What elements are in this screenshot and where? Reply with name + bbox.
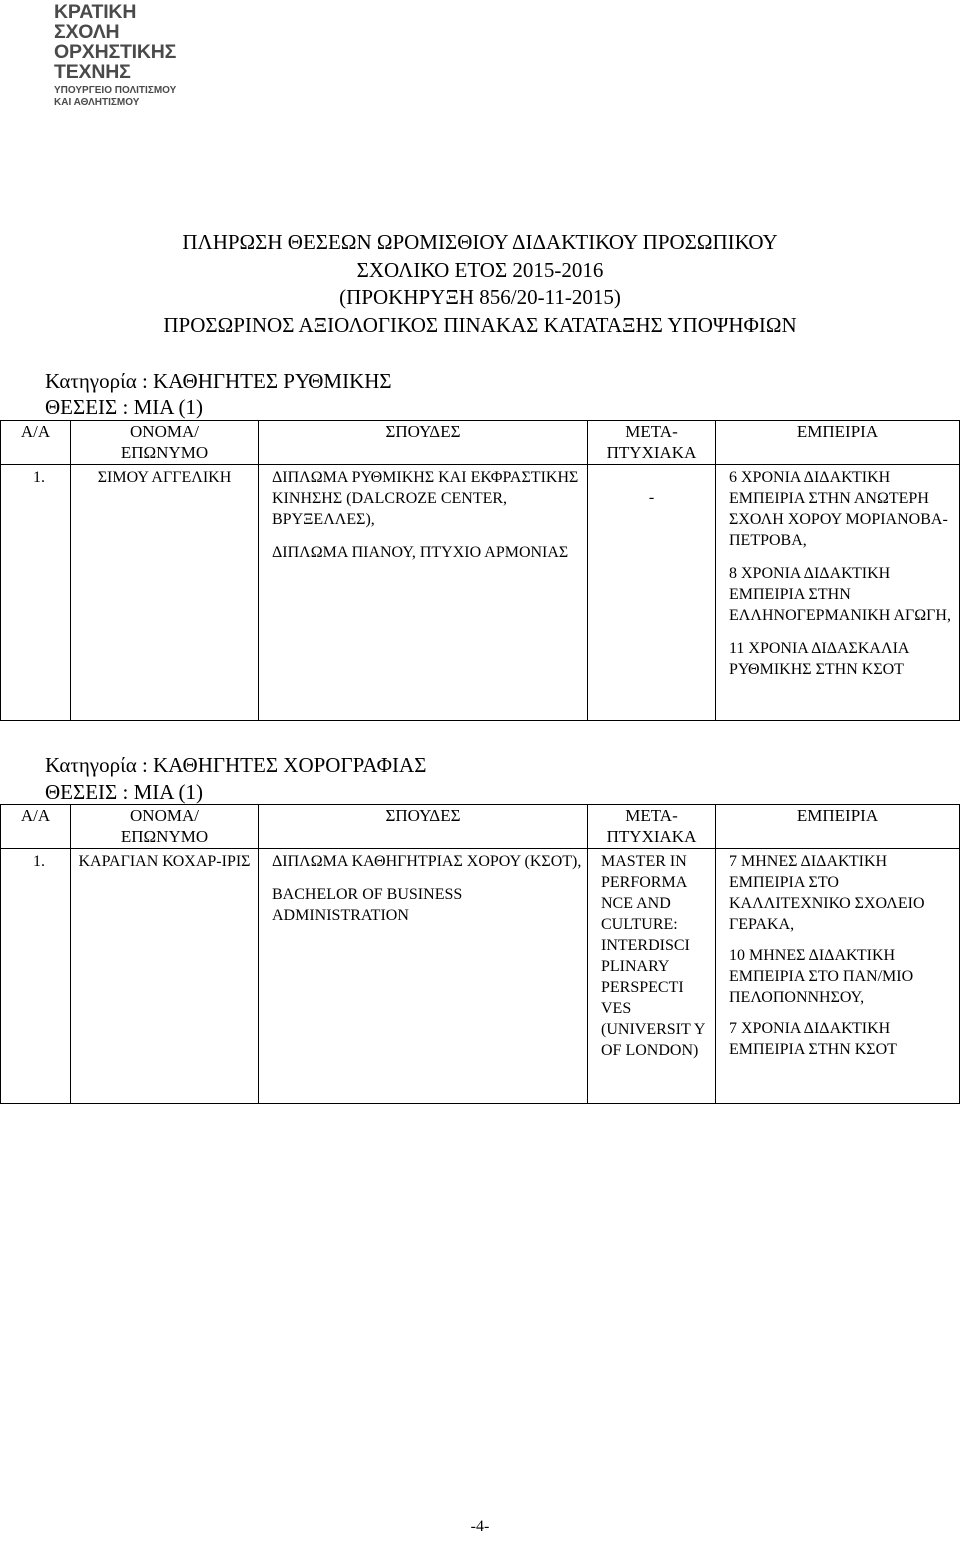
table-header-row: [1, 421, 960, 465]
header-postgrad: ΜΕΤΑ- ΠΤΥΧΙΑΚΑ: [588, 805, 716, 849]
logo-line: ΟΡΧΗΣΤΙΚΗΣ: [54, 41, 177, 63]
header-name: ΟΝΟΜΑ/ ΕΠΩΝΥΜΟ: [71, 421, 259, 465]
document-heading: [0, 229, 960, 339]
candidates-table: [0, 420, 960, 721]
header-aa: Α/Α: [1, 805, 71, 849]
studies-cell: ΔΙΠΛΩΜΑ ΚΑΘΗΓΗΤΡΙΑΣ ΧΟΡΟΥ (ΚΣΟΤ), BACHELOR OF BUSINESS ADMINISTRATION: [259, 849, 588, 1104]
table-header-row: [1, 805, 960, 849]
page-number: -4-: [470, 1518, 490, 1535]
heading-line: ΠΡΟΣΩΡΙΝΟΣ ΑΞΙΟΛΟΓΙΚΟΣ ΠΙΝΑΚΑΣ ΚΑΤΑΤΑΞΗΣ ΥΠΟΨΗΦΙΩΝ: [163, 312, 797, 337]
positions-count: ΘΕΣΕΙΣ : ΜΙΑ (1): [45, 780, 204, 804]
studies-cell: ΔΙΠΛΩΜΑ ΡΥΘΜΙΚΗΣ ΚΑΙ ΕΚΦΡΑΣΤΙΚΗΣ ΚΙΝΗΣΗΣ (DALCROZE CENTER, ΒΡΥΞΕΛΛΕΣ), ΔΙΠΛΩΜΑ ΠΙΑΝΟΥ, ΠΤΥΧΙΟ ΑΡΜΟΝΙΑΣ: [259, 465, 588, 721]
postgrad-cell: MASTER IN PERFORMA NCE AND CULTURE: INTERDISCI PLINARY PERSPECTI VES (UNIVERSIT Y OF LONDON): [588, 849, 716, 1104]
candidates-table: [0, 804, 960, 1104]
experience-cell: 6 ΧΡΟΝΙΑ ΔΙΔΑΚΤΙΚΗ ΕΜΠΕΙΡΙΑ ΣΤΗΝ ΑΝΩΤΕΡΗ ΣΧΟΛΗ ΧΟΡΟΥ ΜΟΡΙΑΝΟΒΑ-ΠΕΤΡΟΒΑ, 8 ΧΡΟΝΙΑ ΔΙΔΑΚΤΙΚΗ ΕΜΠΕΙΡΙΑ ΣΤΗΝ ΕΛΛΗΝΟΓΕΡΜΑΝΙΚΗ ΑΓΩΓΗ, 11 ΧΡΟΝΙΑ ΔΙΔΑΣΚΑΛΙΑ ΡΥΘΜΙΚΗΣ ΣΤΗΝ ΚΣΟΤ: [716, 465, 960, 721]
candidate-name: ΚΑΡΑΓΙΑΝ ΚΟΧΑΡ-ΙΡΙΣ: [71, 849, 259, 1104]
header-postgrad: ΜΕΤΑ- ΠΤΥΧΙΑΚΑ: [588, 421, 716, 465]
header-studies: ΣΠΟΥΔΕΣ: [259, 421, 588, 465]
logo-ministry: ΥΠΟΥΡΓΕΙΟ ΠΟΛΙΤΙΣΜΟΥ: [54, 85, 177, 96]
header-experience: ΕΜΠΕΙΡΙΑ: [716, 805, 960, 849]
heading-line: ΣΧΟΛΙΚΟ ΕΤΟΣ 2015-2016: [356, 257, 604, 282]
positions-count: ΘΕΣΕΙΣ : ΜΙΑ (1): [45, 395, 204, 419]
logo-line: ΣΧΟΛΗ: [54, 21, 120, 43]
header-studies: ΣΠΟΥΔΕΣ: [259, 805, 588, 849]
logo-line: ΚΡΑΤΙΚΗ: [54, 1, 137, 23]
row-number: 1.: [1, 849, 71, 1104]
category-title: Κατηγορία : ΚΑΘΗΓΗΤΕΣ ΡΥΘΜΙΚΗΣ: [45, 369, 392, 393]
category-title: Κατηγορία : ΚΑΘΗΓΗΤΕΣ ΧΟΡΟΓΡΑΦΙΑΣ: [45, 753, 427, 777]
row-number: 1.: [1, 465, 71, 721]
heading-line: ΠΛΗΡΩΣΗ ΘΕΣΕΩΝ ΩΡΟΜΙΣΘΙΟΥ ΔΙΔΑΚΤΙΚΟΥ ΠΡΟΣΩΠΙΚΟΥ: [182, 230, 778, 254]
table-row: [1, 465, 960, 721]
header-name: ΟΝΟΜΑ/ ΕΠΩΝΥΜΟ: [71, 805, 259, 849]
logo-line: ΤΕΧΝΗΣ: [54, 61, 131, 83]
postgrad-cell: -: [588, 465, 716, 721]
school-logo: [54, 2, 204, 109]
heading-line: (ΠΡΟΚΗΡΥΞΗ 856/20-11-2015): [339, 285, 621, 309]
table-row: [1, 849, 960, 1104]
candidate-name: ΣΙΜΟΥ ΑΓΓΕΛΙΚΗ: [71, 465, 259, 721]
header-aa: Α/Α: [1, 421, 71, 465]
experience-cell: 7 ΜΗΝΕΣ ΔΙΔΑΚΤΙΚΗ ΕΜΠΕΙΡΙΑ ΣΤΟ ΚΑΛΛΙΤΕΧΝΙΚΟ ΣΧΟΛΕΙΟ ΓΕΡΑΚΑ, 10 ΜΗΝΕΣ ΔΙΔΑΚΤΙΚΗ ΕΜΠΕΙΡΙΑ ΣΤΟ ΠΑΝ/ΜΙΟ ΠΕΛΟΠΟΝΝΗΣΟΥ, 7 ΧΡΟΝΙΑ ΔΙΔΑΚΤΙΚΗ ΕΜΠΕΙΡΙΑ ΣΤΗΝ ΚΣΟΤ: [716, 849, 960, 1104]
header-experience: ΕΜΠΕΙΡΙΑ: [716, 421, 960, 465]
logo-ministry: ΚΑΙ ΑΘΛΗΤΙΣΜΟΥ: [54, 97, 140, 108]
